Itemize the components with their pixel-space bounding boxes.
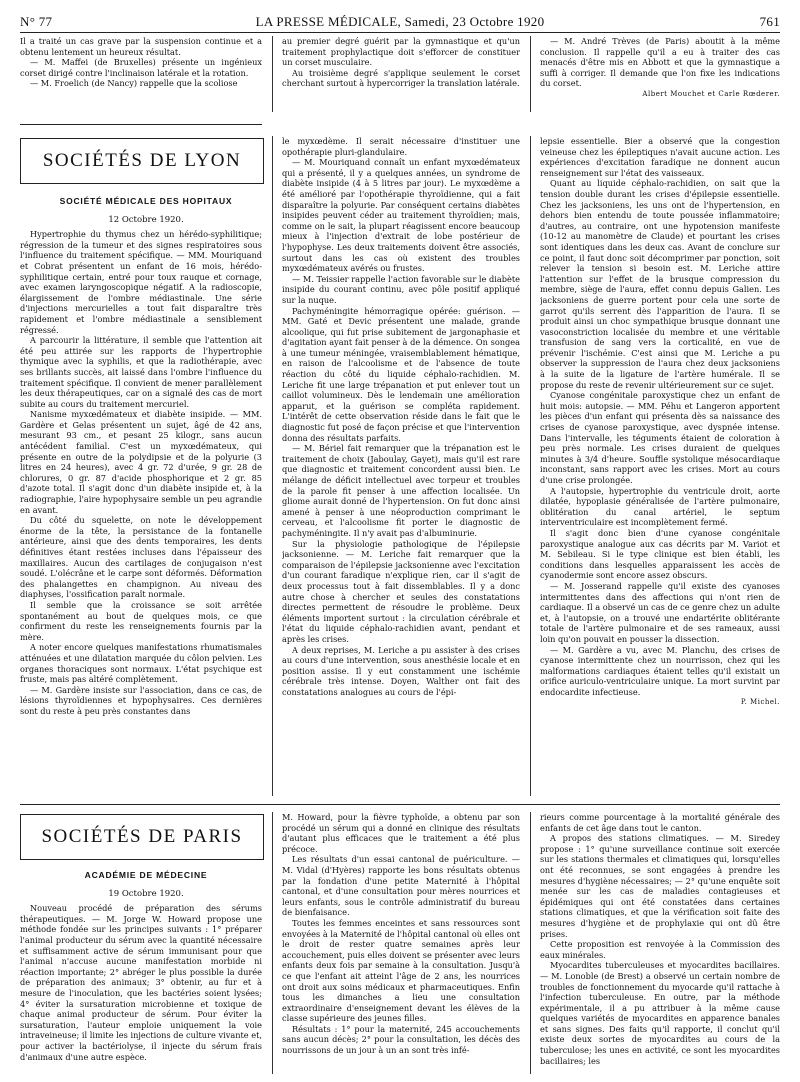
newspaper-page bbox=[20, 14, 780, 1074]
paragraph: — M. Bériel fait remarquer que la trépanation est le traitement de choix (Jaboulay, Gayet), mais qu'il est rare que diagnostic et traitement concordent aussi bien. Le mélange de déficit intellectuel avec torpeur et troubles de la parole fit penser à une affection localisée. Un gliome aurait donné de l'hypertension. On fut donc ainsi amené à penser à une néoproduction comprimant le cerveau, et l'alcoolisme fit porter le diagnostic de pachyméningite. Il n'y avait pas d'albuminurie. bbox=[282, 443, 520, 538]
paris-title-box bbox=[20, 814, 264, 860]
paragraph: — M. Froelich (de Nancy) rappelle que la scoliose bbox=[30, 78, 238, 89]
paragraph: Du côté du squelette, on note le développement énorme de la tête, la persistance de la fontanelle antérieure, ainsi que des dents temporaires, les dents définitives étant restées incluses dans l'épaisseur des maxillaires. Aucun des cartilages de conjugaison n'est soudé. L'olécrâne et le carpe sont déformés. Déformation des phalangettes en champignon. Au niveau des diaphyses, l'ossification paraît normale. bbox=[20, 515, 262, 600]
society-name: SOCIÉTÉ MÉDICALE DES HOPITAUX bbox=[59, 196, 233, 206]
paragraph: A l'autopsie, hypertrophie du ventricule droit, aorte dilatée, hypoplasie généralisée de l'artère pulmonaire, oblitération du canal artériel, le septum interventriculaire est incomplètement fermé. bbox=[540, 485, 780, 528]
section-rule bbox=[20, 124, 262, 125]
column-divider bbox=[530, 136, 531, 796]
paragraph: Nanisme myxœdémateux et diabète insipide. — MM. Gardère et Gelas présentent un sujet, âgé de 42 ans, mesurant 93 cm., et pesant 25 kilogr., sans aucun antécédent familial. C'est un myxœdémateux, qui présente en outre de la polydipsie et de la polyurie (3 litres en 24 heures), avec 4 gr. 72 d'urée, 9 gr. 28 de chlorures, 0 gr. 87 d'acide phosphorique et 2 gr. 85 d'azote total. Il s'agit donc d'un diabète insipide et, à la radiographie, l'aire hypophysaire semble un peu agrandie en avant. bbox=[20, 409, 262, 515]
paragraph: lepsie essentielle. Bier a observé que la congestion veineuse chez les épileptiques n'avait aucune action. Les expériences d'excitation faradique ne donnent aucun renseignement sur l'état des vaisseaux. bbox=[540, 136, 780, 178]
top-column-3 bbox=[540, 36, 780, 124]
lyon-column-3 bbox=[540, 136, 780, 796]
section-title: SOCIÉTÉS DE LYON bbox=[42, 150, 242, 171]
header-rule bbox=[20, 32, 780, 33]
paragraph: — M. Gardère insiste sur l'association, dans ce cas, de lésions thyroïdiennes et hypophysaires. Ces dernières sont du reste à peu près constantes dans bbox=[20, 684, 262, 716]
paragraph: — M. Teissier rappelle l'action favorable sur le diabète insipide du courant continu, avec pôle positif appliqué sur la nuque. bbox=[282, 273, 520, 305]
paragraph: A noter encore quelques manifestations rhumatismales atténuées et une dilatation marquée du côlon pelvien. Les organes thoraciques sont normaux. L'état psychique est fruste, mais pas altéré complètement. bbox=[20, 642, 262, 685]
session-date: 19 Octobre 1920. bbox=[108, 888, 184, 899]
paragraph: Toutes les femmes enceintes et sans ressources sont envoyées à la Maternité de l'hôpital cantonal où elles ont le droit de rester quatre semaines après leur accouchement, puis elles doivent se présenter avec leurs enfants deux fois par semaine à la consultation. Jusqu'à ce que l'enfant ait atteint l'âge de 2 ans, les nourrices ont droit aux soins médicaux et pharmaceutiques. Enfin tous les dimanches a lieu une consultation extraordinaire d'enseignement devant les élèves de la classe supérieure des jeunes filles. bbox=[282, 917, 520, 1024]
signature: P. Michel. bbox=[740, 698, 780, 707]
paragraph: Quant au liquide céphalo-rachidien, on sait que la tension double durant les crises d'épilepsie essentielle. Chez les jacksoniens, les uns ont de l'hypertension, en dehors bien entendu de toute poussée inflammatoire; d'autres, au contraire, ont une hypotension manifeste (10-12 au manomètre de Claude) et pourtant les crises sont identiques dans les deux cas. Avant de conclure sur ce point, il faut donc soit décomprimer par ponction, soit relever la tension si besoin est. M. Leriche attire l'attention sur l'effet de la brusque compression du membre, siège de l'aura, effet connu depuis Galien. Les jacksoniens de guerre portent pour cela une sorte de garrot qu'ils serrent dès l'apparition de l'aura. Il se produit ainsi un choc sympathique brusque donnant une vasoconstriction localisée du membre et une véritable transfusion de sang vers la corticalité, en vue de prévenir l'ischémie. C'est ainsi que M. Leriche a pu observer la suppression de l'aura chez deux jacksoniens à la suite de la ligature de l'artère humérale. Il se propose du reste de revenir ultérieurement sur ce sujet. bbox=[540, 178, 780, 390]
paragraph: — M. Gardère a vu, avec M. Planchu, des crises de cyanose intermittente chez un nourrisson, chez qui les malformations cardiaques étaient telles qu'il existait un orifice auriculo-ventriculaire unique. La mort survint par endocardite infectieuse. bbox=[540, 644, 780, 697]
lyon-column-1 bbox=[20, 196, 262, 814]
section-title: SOCIÉTÉS DE PARIS bbox=[41, 826, 243, 847]
column-divider bbox=[530, 36, 531, 112]
paragraph: Cette proposition est renvoyée à la Commission des eaux minérales. bbox=[540, 939, 780, 960]
paragraph: Nouveau procédé de préparation des sérums thérapeutiques. — M. Jorge W. Howard propose une méthode fondée sur les principes suivants : 1° préparer l'animal producteur du sérum avec la quantité nécessaire et suffisamment active de sérum immunisant pour que l'animal n'accuse aucune manifestation morbide ni réaction importante; 2° abréger le plus possible la durée de préparation des animaux; 3° obtenir, au fur et à mesure de l'inoculation, que les bactéries soient lysées; 4° éviter la sursaturation microbienne et toxique de chaque animal producteur de sérum. Pour éviter la sursaturation, l'auteur emploie uniquement la voie intraveineuse; il limite les injections de culture vivante et, pour activer la bactériolyse, il injecte du sérum frais d'animaux d'une autre espèce. bbox=[20, 903, 262, 1062]
session-date: 12 Octobre 1920. bbox=[108, 214, 184, 225]
paragraph: rieurs comme pourcentage à la mortalité générale des enfants de cet âge dans tout le canton. bbox=[540, 812, 780, 833]
paragraph: A parcourir la littérature, il semble que l'attention ait été peu attirée sur les rapports de l'hypertrophie thymique avec la syphilis, et que la radiothérapie, avec ses brillants succès, ait laissé dans l'ombre l'influence du traitement spécifique. Il convient de mener parallèlement les deux thérapeutiques, car on a signalé des cas de mort subite au cours du traitement mercuriel. bbox=[20, 335, 262, 409]
column-divider bbox=[530, 812, 531, 1074]
paragraph: — M. André Trèves (de Paris) aboutit à la même conclusion. Il rappelle qu'il a eu à traiter des cas menacés d'être mis en Abbott et que la gymnastique a suffi à corriger. Il demande que l'on fixe les indications du corset. bbox=[540, 36, 780, 89]
running-header bbox=[20, 14, 780, 32]
paragraph: Cyanose congénitale paroxystique chez un enfant de huit mois: autopsie. — MM. Péhu et Langeron apportent les pièces d'un enfant qui présenta dès sa naissance des crises de cyanose paroxystique, avec dyspnée intense. Dans l'intervalle, les téguments étaient de coloration à peu près normale. Les crises duraient de quelques minutes à 3/4 d'heure. Souffle systolique mésocardiaque inconstant, sans rapport avec les crises. Mort au cours d'une crise prolongée. bbox=[540, 390, 780, 485]
paragraph: Résultats : 1° pour la maternité, 245 accouchements sans aucun décès; 2° pour la consultation, les décès des nourrissons de un jour à un an sont très infé- bbox=[282, 1023, 520, 1056]
column-divider bbox=[272, 812, 273, 1074]
paragraph: — M. Mouriquand connaît un enfant myxœdémateux qui a présenté, il y a quelques années, un syndrome de diabète insipide (4 à 5 litres par jour). Le myxœdème a été amélioré par l'opothérapie thyroïdienne, qui a fait disparaître la polyurie. Par conséquent certains diabètes insipides peuvent céder au traitement thyroïdien; mais, comme on le sait, la plupart réagissent encore beaucoup mieux à l'injection d'extrait de lobe postérieur de l'hypophyse. Les deux traitements doivent être associés, surtout dans les cas où existent des troubles myxœdémateux avérés ou frustes. bbox=[282, 157, 520, 274]
column-divider bbox=[272, 36, 273, 112]
paragraph: — M. Maffei (de Bruxelles) présente un ingénieux corset dirigé contre l'inclinaison latérale et la rotation. bbox=[20, 57, 262, 78]
top-column-2 bbox=[282, 36, 520, 124]
paragraph: Les résultats d'un essai cantonal de puériculture. — M. Vidal (d'Hyères) rapporte les bons résultats obtenus par la fondation d'une petite Maternité à l'hôpital cantonal, et d'une consultation pour mères nourrices et leurs enfants, sous le contrôle administratif du bureau de bienfaisance. bbox=[282, 854, 520, 918]
column-divider bbox=[272, 136, 273, 796]
lyon-title-box bbox=[20, 138, 264, 184]
paragraph: Pachyméningite hémorragique opérée: guérison. — MM. Gaté et Devic présentent une malade, grande alcoolique, qui fut prise subitement de jargonaphasie et d'agitation ayant fait penser à de la démence. On songea à une tumeur méningée, vraisemblablement hématique, en raison de l'alcoolisme et de l'absence de toute réaction du côté du liquide céphalo-rachidien. M. Leriche fit une large trépanation et put enlever tout un caillot volumineux. Dès le lendemain une amélioration apparut, et la guérison se compléta rapidement. L'intérêt de cette observation réside dans le fait que le diagnostic fut posé de façon précise et que l'intervention donna des résultats parfaits. bbox=[282, 305, 520, 443]
paragraph: Il a traité un cas grave par la suspension continue et a obtenu lentement un heureux résultat. bbox=[20, 36, 262, 57]
paragraph: Au troisième degré s'applique seulement le corset cherchant surtout à hypercorriger la translation latérale. bbox=[282, 67, 520, 89]
paris-column-2 bbox=[282, 812, 520, 1074]
paragraph: Hypertrophie du thymus chez un hérédo-syphilitique; régression de la tumeur et des signes respiratoires sous l'influence du traitement spécifique. — MM. Mouriquand et Cobrat présentent un enfant de 16 mois, hérédo-syphilitique certain, entré pour toux rauque et cornage, avec examen laryngoscopique négatif. A la radioscopie, élargissement de l'ombre médiastinale. Une série d'injections mercurielles a tout fait disparaître très rapidement et l'ombre médiastinale a sensiblement régressé. bbox=[20, 229, 262, 335]
paragraph: Il semble que la croissance se soit arrêtée spontanément au bout de quelques mois, ce que confirment du reste les renseignements fournis par la mère. bbox=[20, 599, 262, 642]
society-name: ACADÉMIE DE MÉDECINE bbox=[84, 870, 208, 880]
paragraph: au premier degré guérit par la gymnastique et qu'un traitement prophylactique doit s'efforcer de constituer un corset musculaire. bbox=[282, 36, 520, 68]
top-column-1 bbox=[20, 36, 262, 124]
paris-column-1 bbox=[20, 870, 262, 1074]
paragraph: A propos des stations climatiques. — M. Siredey propose : 1° qu'une surveillance continue soit exercée sur les stations thermales et climatiques qui, lorsqu'elles ont été reconnues, se sont engagées à prendre les mesures d'hygiène nécessaires; — 2° qu'une enquête soit menée sur les cas de maladies contagieuses et épidémiques qui ont été constatées dans certaines stations climatiques, et que la vérification soit faite des mesures d'hygiène et de prophylaxie qui ont dû être prises. bbox=[540, 833, 780, 939]
issue-number: N° 77 bbox=[20, 14, 53, 29]
paragraph: Sur la physiologie pathologique de l'épilepsie jacksonienne. — M. Leriche fait remarquer que la comparaison de l'épilepsie jacksonienne avec l'excitation d'un courant faradique n'explique rien, car il s'agit de deux processus tout à fait dissemblables. Il y a donc autre chose à chercher et seules des constatations directes permettent de résoudre le problème. Deux éléments importent surtout : la circulation cérébrale et l'état du liquide céphalo-rachidien avant, pendant et après les crises. bbox=[282, 538, 520, 644]
lyon-column-2 bbox=[282, 136, 520, 796]
section-rule bbox=[20, 804, 780, 805]
paris-column-3 bbox=[540, 812, 780, 1074]
paragraph: Il s'agit donc bien d'une cyanose congénitale paroxystique analogue aux cas décrits par M. Variot et M. Sebileau. Si le type clinique est bien établi, les conditions dans lesquelles apparaissent les accès de cyanodermie sont encore assez obscurs. bbox=[540, 527, 780, 581]
signature: Albert Mouchet et Carle Rœderer. bbox=[642, 89, 780, 98]
paragraph: Myocardites tuberculeuses et myocardites bacillaires. — M. Lonoble (de Brest) a observé un certain nombre de troubles de fonctionnement du myocarde qu'il rattache à l'infection tuberculeuse. En outre, par la méthode expérimentale, il a pu attribuer à la même cause quelques variétés de myocardites en apparence banales et sans signes. Des faits qu'il rapporte, il conclut qu'il existe deux sortes de myocardites au cours de la tuberculose; les unes en activité, ce sont les myocardites bacillaires; les bbox=[540, 960, 780, 1066]
page-number: 761 bbox=[759, 14, 780, 29]
journal-title: LA PRESSE MÉDICALE, Samedi, 23 Octobre 1920 bbox=[255, 14, 545, 29]
paragraph: A deux reprises, M. Leriche a pu assister à des crises au cours d'une intervention, sous anesthésie locale et en position assise. Il y eut constamment une ischémie cérébrale très intense. Doyen, Walther ont fait des constatations analogues au cours de l'épi- bbox=[282, 644, 520, 697]
paragraph: M. Howard, pour la fièvre typhoïde, a obtenu par son procédé un sérum qui a donné en clinique des résultats d'autant plus efficaces que le traitement a été plus précoce. bbox=[282, 812, 520, 854]
paragraph: — M. Josserand rappelle qu'il existe des cyanoses intermittentes dans des affections qui n'ont rien de cardiaque. Il a observé un cas de ce genre chez un adulte et, à l'autopsie, on a trouvé une endartérite oblitérante totale de l'artère pulmonaire et de ses rameaux, aussi loin qu'on pouvait en pousser la dissection. bbox=[540, 580, 780, 644]
paragraph: le myxœdème. Il serait nécessaire d'instituer une opothérapie pluri-glandulaire. bbox=[282, 136, 520, 157]
